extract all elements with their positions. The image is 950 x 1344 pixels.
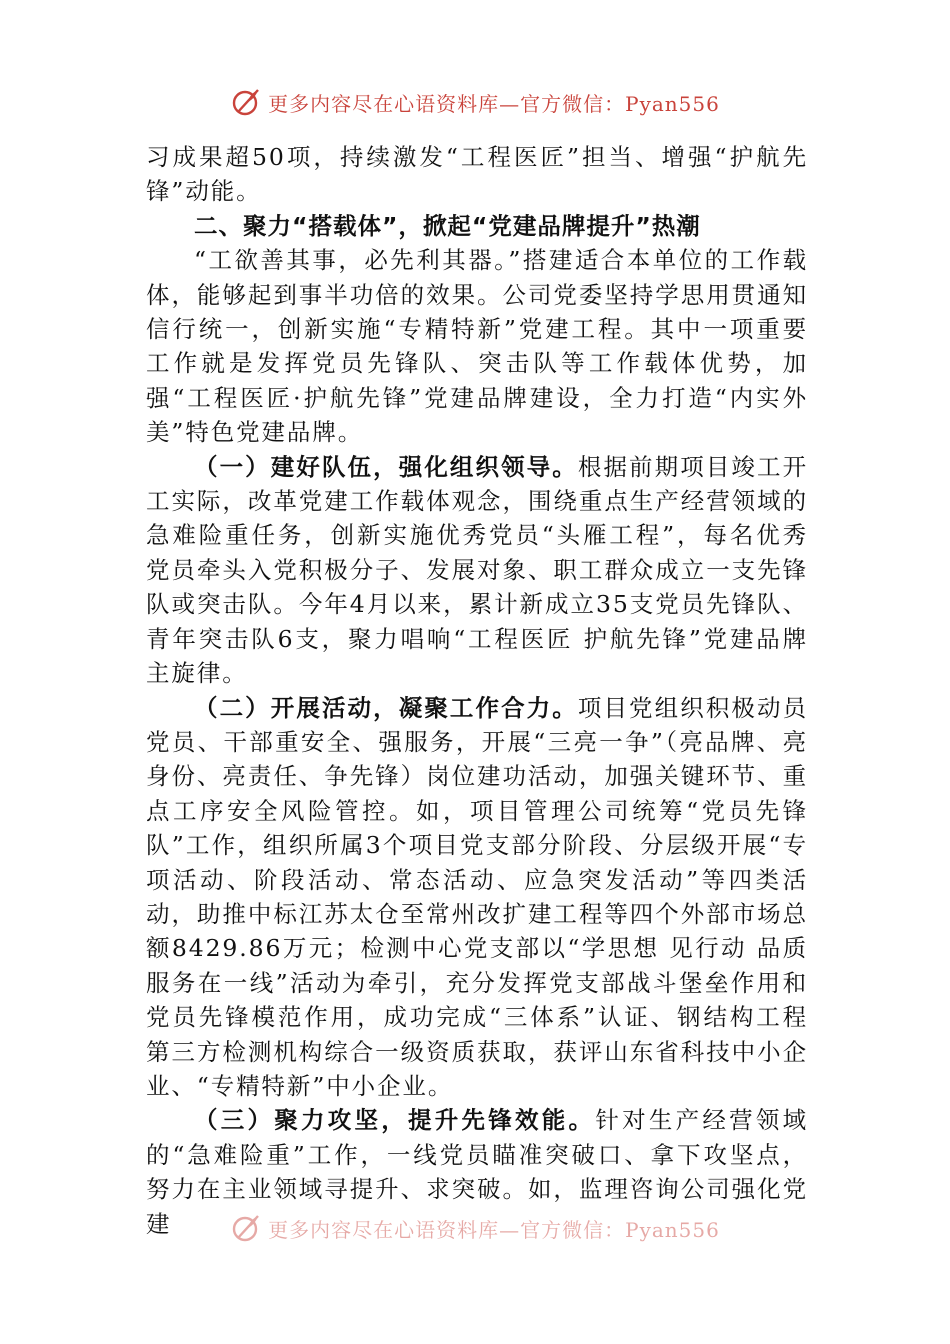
watermark-text: 更多内容尽在心语资料库—官方微信：Pyan556 (268, 91, 720, 116)
subsection-2-lead: （二）开展活动，凝聚工作合力。 (194, 693, 578, 722)
watermark-header (0, 82, 950, 122)
quill-logo-icon (230, 1211, 264, 1245)
subsection-3-text: 针对生产经营领域的“急难险重”工作，一线党员瞄准突破口、拿下攻坚点，努力在主业领域寻提升、求突破。如，监理咨询公司强化党建 (146, 1106, 809, 1238)
paragraph-subsection-1 (146, 450, 808, 691)
subsection-3-lead: （三）聚力攻坚，提升先锋效能。 (194, 1106, 596, 1135)
paragraph-subsection-2 (146, 691, 808, 1104)
quill-logo-icon (230, 85, 264, 119)
subsection-2-text: 项目党组织积极动员党员、干部重安全、强服务，开展“三亮一争”（亮品牌、亮身份、亮责任、争先锋）岗位建功活动，加强关键环节、重点工序安全风险管控。如，项目管理公司统筹“党员先锋队”工作，组织所属3个项目党支部分阶段、分层级开展“专项活动、阶段活动、常态活动、应急突发活动”等四类活动，助推中标江苏太仓至常州改扩建工程等四个外部市场总额8429.86万元；检测中心党支部以“学思想 见行动 品质服务在一线”活动为牵引，充分发挥党支部战斗堡垒作用和党员先锋模范作用，成功完成“三体系”认证、钢结构工程第三方检测机构综合一级资质获取，获评山东省科技中小企业、“专精特新”中小企业。 (146, 693, 809, 1100)
watermark-footer (0, 1208, 950, 1248)
subsection-1-lead: （一）建好队伍，强化组织领导。 (194, 452, 578, 481)
section-heading: 二、聚力“搭载体”，掀起“党建品牌提升”热潮 (194, 211, 701, 240)
paragraph-intro: “工欲善其事，必先利其器。”搭建适合本单位的工作载体，能够起到事半功倍的效果。公司党委坚持学思用贯通知信行统一，创新实施“专精特新”党建工程。其中一项重要工作就是发挥党员先锋队、突击队等工作载体优势，加强“工程医匠·护航先锋”党建品牌建设，全力打造“内实外美”特色党建品牌。 (146, 246, 808, 447)
watermark-text: 更多内容尽在心语资料库—官方微信：Pyan556 (268, 1217, 720, 1242)
subsection-1-text: 根据前期项目竣工开工实际，改革党建工作载体观念，围绕重点生产经营领域的急难险重任务，创新实施优秀党员“头雁工程”，每名优秀党员牵头入党积极分子、发展对象、职工群众成立一支先锋队或突击队。今年4月以来，累计新成立35支党员先锋队、青年突击队6支，聚力唱响“工程医匠 护航先锋”党建品牌主旋律。 (146, 452, 809, 688)
paragraph-continuation: 习成果超50项，持续激发“工程医匠”担当、增强“护航先锋”动能。 (146, 143, 808, 206)
document-body (146, 140, 808, 1241)
